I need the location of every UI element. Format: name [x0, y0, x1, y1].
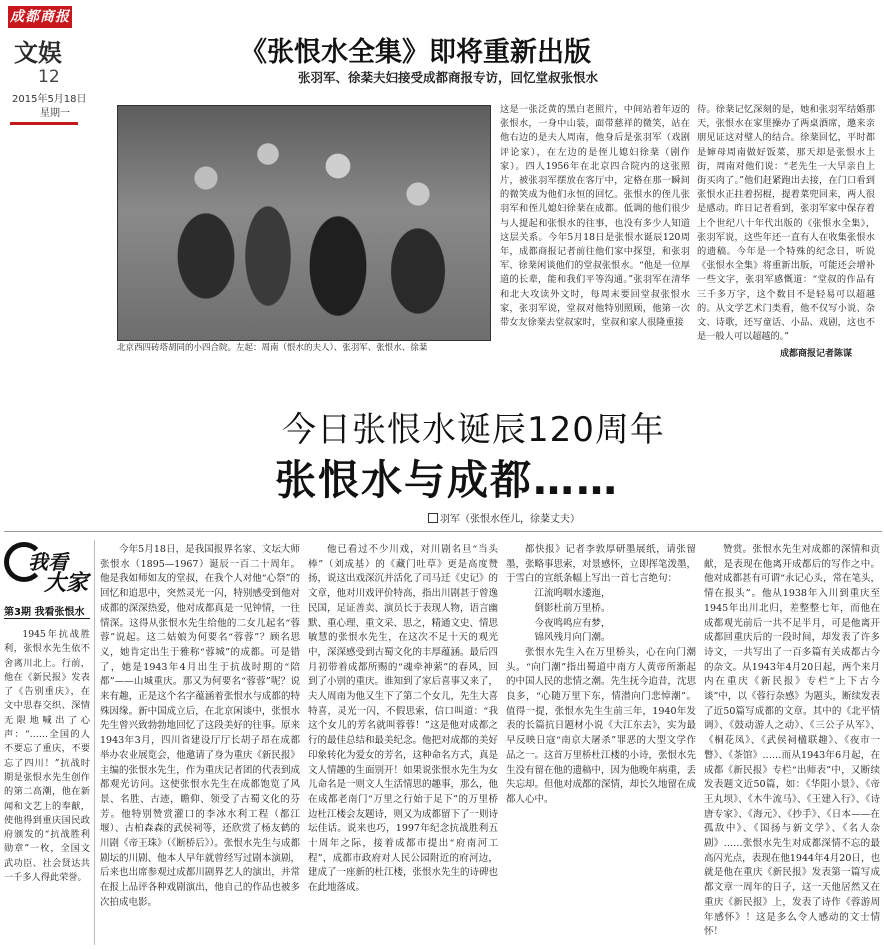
section-title: 文娱: [14, 39, 62, 67]
column-issue-label: 第3期 我看张恨水: [4, 607, 85, 618]
article1-byline: 成都商报记者陈谋: [780, 349, 853, 359]
article1-headline: 《张恨水全集》即将重新出版: [240, 37, 591, 68]
article2-byline: [428, 510, 580, 525]
masthead-divider: [10, 122, 78, 125]
article2-column-3: [506, 543, 696, 947]
article2-paragraph: 他已看过不少川戏，对川剧名旦“当头棒”（刘成基）的《藏门吐草》更是高度赞扬，说这出戏深沉并活化了司马迁《史记》的文章，他对川戏评价特高，指出川剧甚于曾逸民国，足证善卖、演员长于表现人物，语言幽默、重心理、重文采、思之，精通文史、情思敏慧的张恨水先生，在这次不足十天的观光中，深深感受到古蜀文化的丰厚蕴涵。最后四月初带着成都所赐的“魂牵神萦”的春风，回到了小别的重庆。谁知到了家后喜事又来了，夫人周南为他又生下了第二个女儿，先生大喜特喜，灵光一闪，不假思索，信口叫道：“我这个女儿的芳名就叫蓉蓉！”这是他对成都之行的最佳总结和最美纪念。他把对成都的美好印象转化为爱女的芳名，这种命名方式，真是文人情趣的生面别开！如果说张恨水先生为女儿命名是一则文人生活情思的趣事，那么，他在成都老南门“万里之行始于足下”的万里桥边杜江楼会友题诗，则又为成都留下了一则诗坛佳话。说来也巧，1997年纪念抗战胜利五十周年之际，接着成都市提出“府南河工程”，成都市政府对人民公园附近的府河边，建成了一座新的杜江楼，张恨水先生的诗碑也在此地落成。: [308, 544, 498, 894]
poem-line: 锦风残月向门潮。: [534, 632, 611, 644]
column-logo-line1: 我看: [28, 550, 68, 574]
newspaper-logo: 成都商报: [8, 6, 72, 28]
column-logo-line2: 大家: [44, 570, 89, 596]
article2-byline-text: 羽军（张恨水侄儿，徐棻丈夫）: [440, 514, 580, 525]
article2-column-1: [100, 543, 300, 947]
column-paragraph: 1945年抗战胜利，张恨水先生依不舍离川北上。行前，他在《新民报》发表了《告别重庆》，在文中思春交织、深情无限地喊出了心声：“……全国的人不要忘了重庆，不要忘了四川！”抗战时期是张恨水先生创作的第二高潮，他在新闻和文艺上的奉献，使他得到重庆国民政府颁发的“抗战胜利勋章”一枚，全国文武功臣、社会贤达共一千多人得此荣誉。: [4, 629, 90, 884]
article2-paragraph: 赞赏。张恨水先生对成都的深情和贡献，是表现在他离开成都后的写作之中。他对成都甚有可谓“永记心头，常在笔头，情在报头”。他从1938年入川到重庆至1945年出川北归，差整整七年，而他在成都观光前后一共不足半月，可是他离开成都回重庆后的一段时间，却发表了许多诗文，一共写出了一百多篇有关成都古今的杂文。从1943年4月20日起，两个来月内在重庆《新民报》专栏“上下古今谈”中，以《蓉行杂感》为题头，断续发表了近50篇写成都的文章。其中的《北平情调》、《鼓动游人之动》、《三公子从军》、《桐花凤》、《武侯祠楹联趣》、《夜市一瞥》、《茶馆》……而从1943年6月起，在成都《新民报》专栏“出师表”中，又断续发表题文近50篇，如：《华阳小景》、《帝王丸坝》、《木牛流马》、《王建入行》、《诗唐专家》、《海元》、《抄手》、《日本——在孤敌中》、《国扬与新文学》、《名人杂剧》……张恨水先生对成都深情不忘的最高闪光点，表现在他1944年4月20日，也就是他在重庆《新民报》发表第一篇写成都文章一周年的日子，这一天他居然又在重庆《新民报》上，发表了诗作《蓉游周年感怀》！这是多么令人感动的文士情怀！: [704, 544, 880, 938]
article1-subheadline: 张羽军、徐棻夫妇接受成都商报专访，回忆堂叔张恨水: [298, 70, 599, 85]
page-number: 12: [38, 67, 60, 87]
article2-headline-line1: 今日张恨水诞辰120周年: [282, 410, 665, 450]
issue-date: 2015年5月18日: [12, 94, 87, 105]
article2-paragraph: 今年5月18日，是我国报界名家、文坛大师张恨水（1895—1967）诞辰一百二十周年。他是我如师如友的堂叔，在我个人对他“心祭”的回忆和追思中，突然灵光一闪，特别感受到他对成都的深深热爱，他对成都真是一见钟情，一往情深。这得从张恨水先生给他的二女儿起名“蓉蓉”说起。这二姑娘为何要名“蓉蓉”？顾名思义，她肯定出生于雅称“蓉城”的成都。可是错了，她是1943年4月出生于抗战时期的“陪都”——山城重庆。那又为何要名“蓉蓉”呢？说来有趣，正是这个名字蕴涵着张恨水与成都的特殊因缘。新中国成立后，在北京闲谈中，张恨水先生曾兴致勃勃地回忆了这段美好的往事。原来1943年3月，四川省建设厅厅长胡子昂在成都举办农业展览会，他邀请了身为重庆《新民报》主编的张恨水先生，作为重庆记者团的代表到成都观光访问。这使张恨水先生在成都饱览了风景、名胜、古迹，瞻仰、领受了古蜀文化的芬芳。他特别赞赏灌口的李冰水利工程（都江堰）、古柏森森的武侯祠等，还欣赏了杨友鹤的川剧《帝王珠》（《断桥后》）。张恨水先生与成都剧坛的川剧、他本人早年就曾经写过剧本演剧，后来也出席参观过成都川剧界艺人的演出，并常在报上品评各种戏剧演出，他自己的作品也被多次拍成电影。: [100, 544, 300, 908]
byline-box-icon: [428, 513, 438, 523]
poem-line: 倒影杜前万里桥。: [534, 602, 611, 614]
issue-weekday: 星期一: [40, 108, 70, 119]
article1-photo-caption: 北京西四砖塔胡同的小四合院。左起：周南（恨水的夫人）、张羽军、张恨水、徐棻: [117, 343, 428, 353]
column-text: [4, 628, 90, 946]
article2-column-4: [704, 543, 880, 947]
article2-headline-line2: 张恨水与成都……: [275, 456, 619, 504]
column-separator: [94, 540, 95, 945]
article2-column-2: [308, 543, 498, 947]
article1-column-1: 这是一张泛黄的黑白老照片，中间站着年迈的张恨水，一身中山装，面带慈祥的微笑，站在他右边的是夫人周南，他身后是张羽军（戏剧评论家），在左边的是侄儿媳妇徐棻（剧作家）。四人1956年在北京四合院内的这张照片，被张羽军摆放在客厅中，定格在那一瞬间的微笑成为他们永恒的回忆。张恨水的侄儿张羽军和侄儿媳妇徐棻在成都。低调的他们很少与人提起和张恨水的往事，也没有多少人知道这层关系。今年5月18日是张恨水诞辰120周年，成都商报记者前往他们家中探望，和张羽军、徐棻闲谈他们的堂叔张恨水。“他是一位厚道的长辈，能和我们平等沟通。”张羽军在清华和北大攻读外文时，每周末要回堂叔张恨水家，张羽军说，堂叔对他特别照顾，他第一次带女友徐棻去堂叔家时，堂叔和家人很隆重接: [500, 104, 690, 329]
article1-column-2: 待。徐棻记忆深刻的是，她和张羽军结婚那天，张恨水在家里操办了两桌酒席，邀来亲朋见证这对璧人的结合。徐棻回忆，平时都是婶母周南做好饭菜，那天却是张恨水上街，周南对他们说：“老先生一大早亲自上街买肉了。”他们赶紧跑出去接，在门口看到张恨水正拄着拐棍，提着菜兜回来，两人很是感动。昨日记者看到，张羽军家中保存着上个世纪八十年代出版的《张恨水全集》，张羽军说，这些年还一直有人在收集张恨水的遗稿。今年是一个特殊的纪念日，听说《张恨水全集》将重新出版，可能还会增补一些文字，张羽军感慨道：“堂叔的作品有三千多万字，这个数目不是轻易可以超越的。从文学艺术门类看，他不仅写小说、杂文、诗歌，还写童话、小品、戏剧，这也不是一般人可以超越的。”: [697, 104, 875, 343]
column-issue-divider: [4, 618, 90, 619]
column-logo: [4, 540, 92, 600]
article2-paragraph: 都快报》记者李敦厚研墨展纸，请张留墨，张略事思索，对景感怀，立即挥笔泼墨，于雪白的宣纸条幅上写出一首七言绝句：: [506, 544, 696, 585]
section-divider: [4, 531, 882, 532]
poem-line: 江流呜咽水逶迤，: [534, 588, 611, 600]
article1-photo: [117, 105, 491, 341]
poem-line: 今夜鸣鸣应有梦，: [534, 617, 611, 629]
article2-paragraph: 张恨水先生入在万里桥头，心在向门潮头。“向门潮”指出蜀道中南方人黄帝所渐起的中国人民的悲情之潮。先生抚今追昔，沈思良多，“心随万里下东，情潜向门悲悼潮”。值得一提，张恨水先生生前三年，1940年发表的长篇抗日题材小说《大江东去》，实为最早反映日寇“南京大屠杀”罪恶的大型文学作品之一。这首万里桥杜江楼的小诗，张恨水先生没有留在他的遗稿中，因为他晚年病重，丢失忘却。但他对成都的深情，却长久地留在成都人心中。: [506, 646, 696, 805]
